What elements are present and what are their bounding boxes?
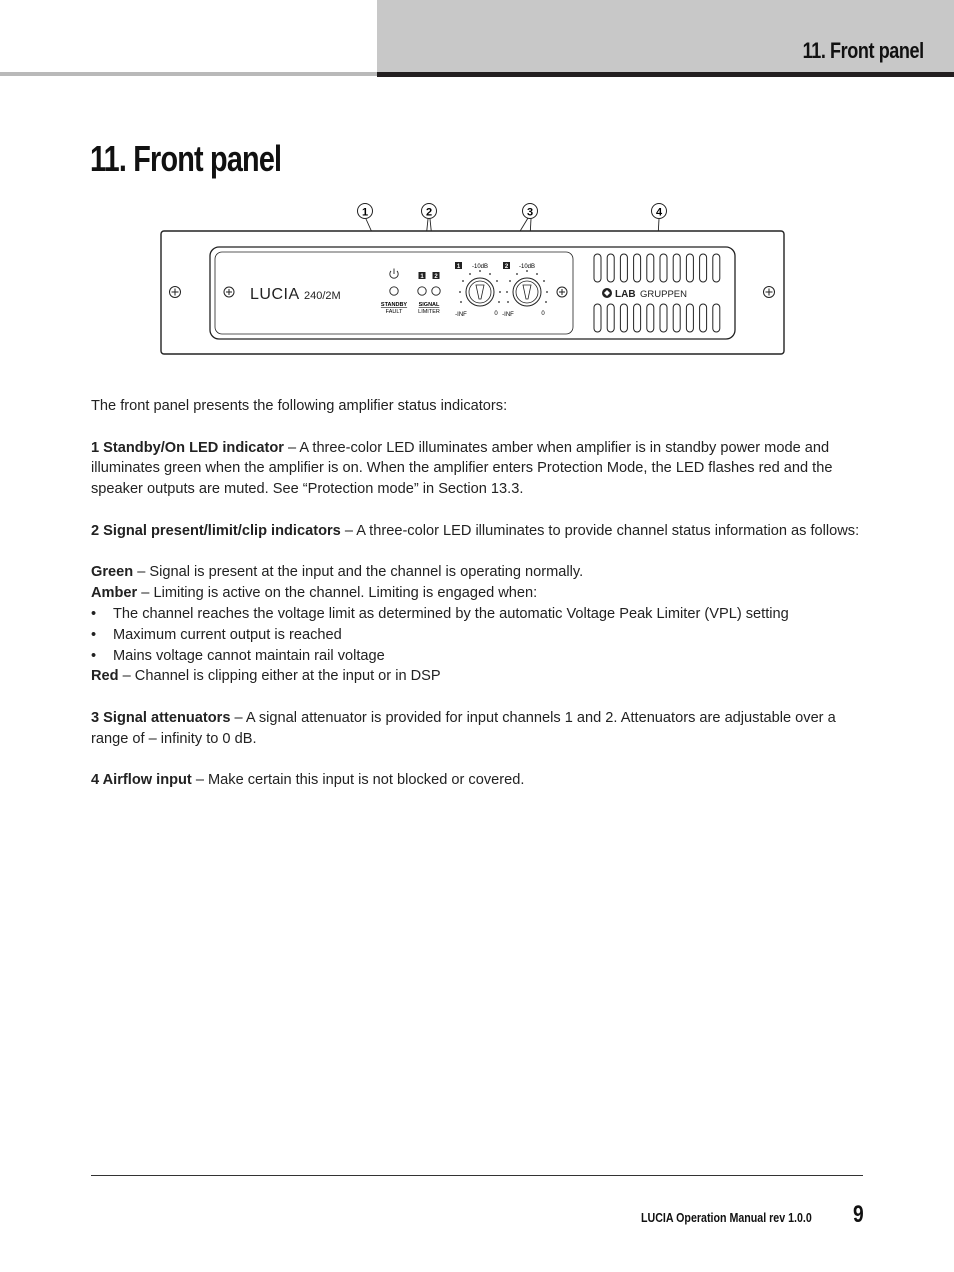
signal-label: SIGNAL (418, 302, 440, 308)
att2-inf-label: -INF (502, 312, 514, 318)
footer-manual-title: LUCIA Operation Manual rev 1.0.0 (641, 1210, 812, 1225)
bullet-text: Maximum current output is reached (113, 626, 342, 643)
red-paragraph (91, 666, 866, 687)
att1-zero-label: 0 (494, 311, 498, 317)
footer-rule (91, 1175, 863, 1176)
list-item (91, 625, 866, 646)
svg-text:3: 3 (526, 206, 534, 219)
svg-text:1: 1 (420, 274, 424, 280)
svg-text:2: 2 (504, 264, 509, 270)
item-3-text: – A signal attenuator is provided for input channels 1 and 2. Attenuators are adjustable over a range of – infinity to 0 dB. (91, 709, 836, 747)
item-4-text: – Make certain this input is not blocked or covered. (191, 772, 525, 789)
bullet-dot: • (91, 626, 97, 643)
item-2-text: – A three-color LED illuminates to provide channel status information as follows: (340, 522, 860, 539)
callout-2 (422, 204, 437, 219)
item-3-paragraph (91, 708, 866, 750)
att1-inf-label: -INF (455, 312, 467, 318)
page-number: 9 (853, 1201, 864, 1228)
green-heading: Green (91, 564, 134, 581)
red-heading: Red (91, 668, 119, 685)
svg-text:LAB: LAB (615, 289, 636, 300)
callout-4 (652, 204, 667, 219)
intro-paragraph: The front panel presents the following amplifier status indicators: (91, 398, 508, 414)
red-text: – Channel is clipping either at the input or in DSP (118, 668, 441, 685)
limiter-label: LIMITER (418, 309, 440, 315)
svg-text:1: 1 (456, 264, 461, 270)
green-text: – Signal is present at the input and the channel is operating normally. (133, 564, 584, 581)
svg-text:1: 1 (361, 206, 369, 219)
header-left-rule (0, 72, 377, 76)
page-title: 11. Front panel (90, 138, 282, 179)
item-1-heading: 1 Standby/On LED indicator (91, 439, 284, 456)
amber-paragraph (91, 583, 866, 604)
header-section-title: 11. Front panel (802, 38, 924, 63)
callout-1 (358, 204, 373, 219)
list-item (91, 604, 866, 625)
bullet-dot: • (91, 605, 97, 622)
att1-db-label: -10dB (471, 264, 489, 270)
item-4-heading: 4 Airflow input (91, 772, 192, 789)
list-item (91, 646, 866, 667)
item-1-paragraph (91, 438, 866, 500)
fault-label: FAULT (385, 309, 403, 315)
standby-label: STANDBY (380, 302, 408, 308)
front-panel-diagram (150, 195, 800, 360)
bullet-text: Mains voltage cannot maintain rail voltage (113, 647, 385, 664)
amber-text: – Limiting is active on the channel. Limiting is engaged when: (137, 585, 538, 602)
svg-text:2: 2 (425, 206, 433, 219)
item-4-paragraph (91, 770, 866, 791)
green-paragraph (91, 562, 866, 583)
model-number: 240/2M (304, 290, 341, 302)
svg-text:4: 4 (655, 206, 663, 219)
item-2-heading: 2 Signal present/limit/clip indicators (91, 522, 341, 539)
bullet-dot: • (91, 647, 97, 664)
att2-zero-label: 0 (541, 311, 545, 317)
svg-text:GRUPPEN: GRUPPEN (640, 289, 687, 300)
item-1-text: – A three-color LED illuminates amber when amplifier is in standby power mode and illuminates green when the amplifier is on. When the amplifier enters Protection Mode, the LED flashes red and the speaker outputs are muted. See “Protection mode” in Section 13.3. (91, 439, 833, 498)
header-right-rule (377, 72, 954, 77)
callout-3 (523, 204, 538, 219)
item-2-paragraph (91, 521, 866, 542)
body-text (91, 396, 866, 791)
model-name: LUCIA (250, 286, 300, 303)
bullet-text: The channel reaches the voltage limit as determined by the automatic Voltage Peak Limiter (VPL) setting (113, 605, 789, 622)
item-3-heading: 3 Signal attenuators (91, 709, 231, 726)
amber-heading: Amber (91, 585, 138, 602)
svg-text:2: 2 (434, 274, 438, 280)
att2-db-label: -10dB (518, 264, 536, 270)
lab-gruppen-logo (602, 288, 687, 300)
